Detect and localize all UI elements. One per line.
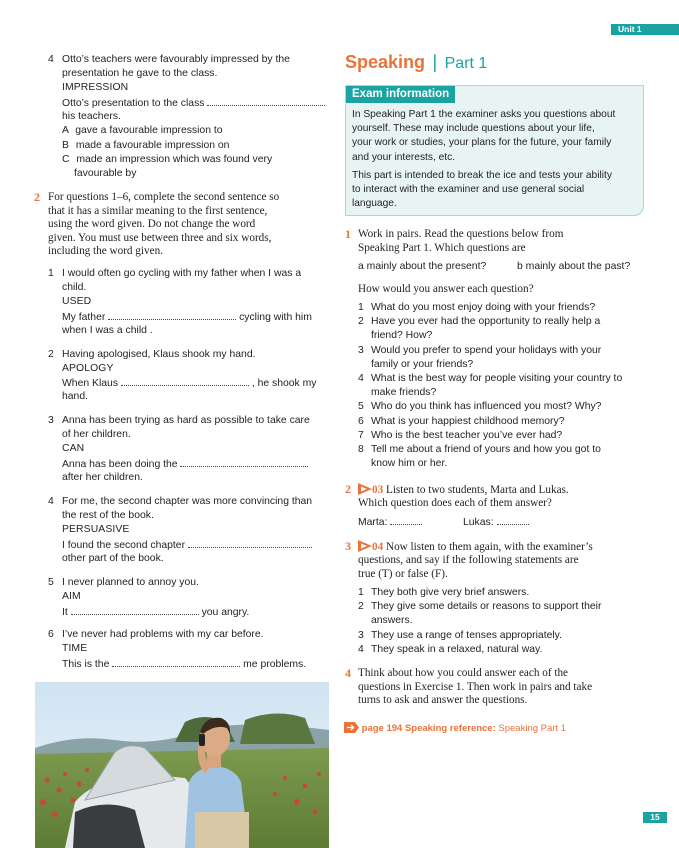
- answer-start: I found the second chapter: [62, 540, 186, 551]
- question-text: Would you prefer to spend your holidays with your: [371, 344, 602, 356]
- question-text: Have you ever had the opportunity to really help a: [371, 316, 601, 328]
- q4-answer-text: Otto’s presentation to the class: [62, 98, 205, 109]
- question-text: Tell me about a friend of yours and how you got to: [371, 443, 601, 455]
- exercise-4-instructions: [358, 667, 592, 708]
- q4-answer-line2: his teachers.: [62, 111, 121, 122]
- instruction-line: using the word given. Do not change the word: [48, 218, 256, 231]
- lukas-answer: [463, 515, 529, 530]
- exercise-3-number: 3: [345, 539, 351, 553]
- item-answer-cont: after her children.: [62, 472, 143, 483]
- exercise-1-instructions: [358, 228, 563, 255]
- item-keyword: AIM: [62, 591, 81, 602]
- question-number: 5: [358, 401, 364, 413]
- q4-keyword: IMPRESSION: [62, 82, 129, 93]
- statement-text: They both give very brief answers.: [371, 587, 530, 598]
- option-text: made a favourable impression on: [75, 140, 230, 151]
- list-item-cont: [358, 329, 433, 343]
- answer-start: When Klaus: [62, 378, 119, 389]
- item-answer: [62, 657, 306, 672]
- exam-info-heading: Exam information: [346, 86, 455, 103]
- answer-start: My father: [62, 312, 106, 323]
- item-answer: [62, 376, 317, 391]
- list-item: [358, 600, 602, 614]
- exercise-1-option-b: b mainly about the past?: [517, 261, 631, 272]
- answer-end: you angry.: [201, 607, 250, 618]
- arrow-reference-icon: [344, 722, 359, 733]
- item-keyword: USED: [62, 296, 92, 307]
- item-keyword: TIME: [62, 643, 88, 654]
- statement-number: 2: [358, 601, 364, 613]
- instruction-line: that it has a similar meaning to the first sentence,: [48, 204, 268, 217]
- lukas-label: Lukas:: [463, 517, 494, 528]
- item-answer-cont: other part of the book.: [62, 553, 164, 564]
- list-item: [358, 301, 596, 315]
- exercise-2-number: 2: [34, 190, 40, 204]
- item-answer: [62, 538, 312, 553]
- marta-label: Marta:: [358, 517, 388, 528]
- question-number: 7: [358, 429, 364, 441]
- exercise-1-question-list: [358, 301, 623, 471]
- exam-info-line: language.: [352, 198, 397, 210]
- reference-topic: Speaking Part 1: [498, 723, 567, 734]
- question-text: family or your friends?: [371, 358, 474, 370]
- item-answer: [62, 605, 249, 620]
- statement-text: They speak in a relaxed, natural way.: [371, 643, 543, 655]
- list-item-cont: [358, 457, 448, 471]
- speaker-icon[interactable]: [358, 483, 372, 495]
- option-b: [62, 139, 229, 153]
- statement-text: answers.: [371, 615, 413, 627]
- page-number: 15: [643, 812, 667, 823]
- list-item: [358, 643, 543, 657]
- answer-end: me problems.: [243, 659, 307, 670]
- exercise-1-subquestion: How would you answer each question?: [358, 283, 534, 295]
- unit-label: Unit 1: [618, 24, 642, 34]
- list-item: [358, 443, 601, 457]
- list-item: [358, 372, 623, 386]
- question-text: What do you most enjoy doing with your friends?: [371, 302, 596, 313]
- item-answer: [62, 457, 308, 472]
- item-keyword: PERSUASIVE: [62, 524, 130, 535]
- exam-info-line: yourself. These may include questions about your life,: [352, 123, 595, 135]
- answer-end: cycling with him: [239, 312, 312, 323]
- exercise-2-right-number: 2: [345, 482, 351, 496]
- exam-info-line: This part is intended to break the ice and tests your ability: [352, 170, 612, 181]
- heading-part: Part 1: [444, 55, 488, 72]
- list-item-cont: [358, 358, 474, 372]
- track-number: 04: [372, 541, 384, 553]
- instruction-line: questions in Exercise 1. Then work in pairs and take: [358, 680, 593, 693]
- option-letter: B: [62, 140, 69, 151]
- exam-info-line: your work or studies, your plans for the future, your family: [352, 137, 612, 149]
- item-sentence: I never planned to annoy you.: [62, 577, 199, 588]
- list-item: [358, 315, 601, 329]
- answer-blank[interactable]: [497, 515, 529, 525]
- question-text: What is the best way for people visiting your country to: [371, 372, 623, 384]
- instruction-line: turns to ask and answer the questions.: [358, 694, 528, 707]
- exam-information-box: [345, 85, 644, 216]
- instruction-line: Work in pairs. Read the questions below from: [358, 228, 564, 240]
- instruction-line: given. You must use between three and six words,: [48, 231, 272, 244]
- answer-blank[interactable]: [180, 457, 308, 467]
- question-text: Who is the best teacher you’ve ever had?: [371, 429, 563, 441]
- list-item-cont: [358, 614, 413, 628]
- q4-number: 4: [48, 54, 54, 65]
- section-heading: [345, 52, 487, 73]
- speaking-reference-link[interactable]: [344, 722, 566, 736]
- item-keyword: APOLOGY: [62, 363, 114, 374]
- speaker-icon[interactable]: [358, 540, 372, 552]
- instruction-line: including the word given.: [48, 245, 163, 258]
- item-answer: [62, 310, 312, 325]
- q4-answer-line: [62, 96, 325, 111]
- exercise-2-right-line2: Which question does each of them answer?: [358, 497, 552, 509]
- instruction-text: Listen to two students, Marta and Lukas.: [385, 484, 569, 496]
- item-number: 3: [48, 415, 54, 426]
- answer-blank[interactable]: [390, 515, 422, 525]
- question-text: know him or her.: [371, 458, 448, 470]
- item-sentence: Anna has been trying as hard as possible to take care: [62, 415, 310, 426]
- exam-info-line: and your interests, etc.: [352, 151, 456, 163]
- list-item: [358, 429, 563, 443]
- question-number: 2: [358, 316, 364, 328]
- answer-start: It: [62, 607, 68, 618]
- answer-end: , he shook my: [251, 378, 317, 389]
- exercise-4-number: 4: [345, 666, 351, 680]
- item-number: 2: [48, 349, 54, 360]
- instruction-line: Speaking Part 1. Which questions are: [358, 241, 526, 254]
- item-keyword: CAN: [62, 443, 85, 454]
- question-text: make friends?: [371, 387, 437, 399]
- item-answer-cont: hand.: [62, 391, 89, 402]
- option-c: [62, 153, 272, 167]
- answer-blank[interactable]: [207, 96, 325, 106]
- exercise-2-right-line: [358, 483, 569, 498]
- track-number: 03: [372, 484, 384, 496]
- statement-number: 1: [358, 587, 364, 598]
- item-sentence: I’ve never had problems with my car before.: [62, 629, 264, 640]
- question-number: 3: [358, 344, 364, 356]
- heading-speaking: Speaking: [345, 52, 426, 72]
- item-sentence: For me, the second chapter was more convincing than: [62, 496, 313, 507]
- statement-number: 3: [358, 629, 364, 641]
- item-number: 6: [48, 629, 54, 640]
- option-letter: C: [62, 154, 70, 165]
- q4-prompt-line: Otto’s teachers were favourably impressed by the: [62, 54, 290, 65]
- question-number: 1: [358, 302, 364, 313]
- answer-blank[interactable]: [188, 538, 312, 548]
- list-item: [358, 400, 602, 414]
- statement-text: They use a range of tenses appropriately.: [371, 629, 562, 641]
- instruction-text: Now listen to them again, with the examiner’s: [385, 541, 593, 553]
- option-a: [62, 124, 223, 138]
- answer-start: Anna has been doing the: [62, 459, 178, 470]
- question-text: What is your happiest childhood memory?: [371, 415, 565, 427]
- q4-prompt-line: presentation he gave to the class.: [62, 68, 218, 79]
- item-sentence: the rest of the book.: [62, 510, 154, 521]
- exercise-1-option-a: a mainly about the present?: [358, 261, 487, 272]
- statement-text: They give some details or reasons to support their: [371, 601, 602, 613]
- question-number: 4: [358, 372, 364, 384]
- item-sentence: of her children.: [62, 429, 131, 440]
- exam-info-paragraph-1: [352, 108, 615, 165]
- exercise-3-statement-list: [358, 586, 602, 657]
- answer-start: This is the: [62, 659, 110, 670]
- item-sentence: child.: [62, 282, 87, 293]
- statement-number: 4: [358, 643, 364, 655]
- item-sentence: I would often go cycling with my father when I was a: [62, 268, 302, 279]
- photo-illustration: [35, 682, 329, 848]
- item-answer-cont: when I was a child .: [62, 325, 153, 336]
- exercise-3-instructions: [358, 554, 579, 581]
- exercise-3-line: [358, 540, 593, 555]
- heading-divider: |: [432, 52, 438, 72]
- answer-blank[interactable]: [71, 605, 199, 615]
- exercise-1-number: 1: [345, 227, 351, 241]
- item-sentence: Having apologised, Klaus shook my hand.: [62, 349, 256, 360]
- exam-info-paragraph-2: [352, 169, 612, 212]
- question-number: 8: [358, 443, 364, 455]
- question-text: friend? How?: [371, 330, 433, 342]
- option-text: made an impression which was found very: [76, 154, 273, 165]
- marta-answer: [358, 515, 422, 530]
- reference-page: page 194 Speaking reference:: [361, 723, 496, 734]
- item-number: 1: [48, 268, 54, 279]
- answer-blank[interactable]: [112, 657, 240, 667]
- exercise-2-instructions: [48, 191, 338, 259]
- instruction-line: For questions 1–6, complete the second sentence so: [48, 191, 280, 203]
- list-item: [358, 629, 562, 643]
- photo-man-with-broken-car: [35, 682, 329, 848]
- exam-info-line: to interact with the examiner and use general social: [352, 184, 585, 196]
- question-text: Who do you think has influenced you most? Why?: [371, 401, 602, 413]
- answer-blank[interactable]: [108, 310, 236, 320]
- list-item-cont: [358, 386, 437, 400]
- question-number: 6: [358, 415, 364, 427]
- unit-tab: [611, 24, 679, 35]
- instruction-line: questions, and say if the following statements are: [358, 554, 579, 566]
- list-item: [358, 586, 530, 600]
- option-letter: A: [62, 125, 69, 136]
- answer-blank[interactable]: [121, 376, 249, 386]
- exam-info-line: In Speaking Part 1 the examiner asks you questions about: [352, 109, 616, 120]
- item-number: 4: [48, 496, 54, 507]
- option-text: gave a favourable impression to: [75, 125, 223, 136]
- list-item: [358, 344, 602, 358]
- instruction-line: true (T) or false (F).: [358, 567, 448, 580]
- list-item: [358, 415, 565, 429]
- option-c-continued: favourable by: [74, 168, 137, 179]
- item-number: 5: [48, 577, 54, 588]
- instruction-line: Think about how you could answer each of the: [358, 667, 569, 679]
